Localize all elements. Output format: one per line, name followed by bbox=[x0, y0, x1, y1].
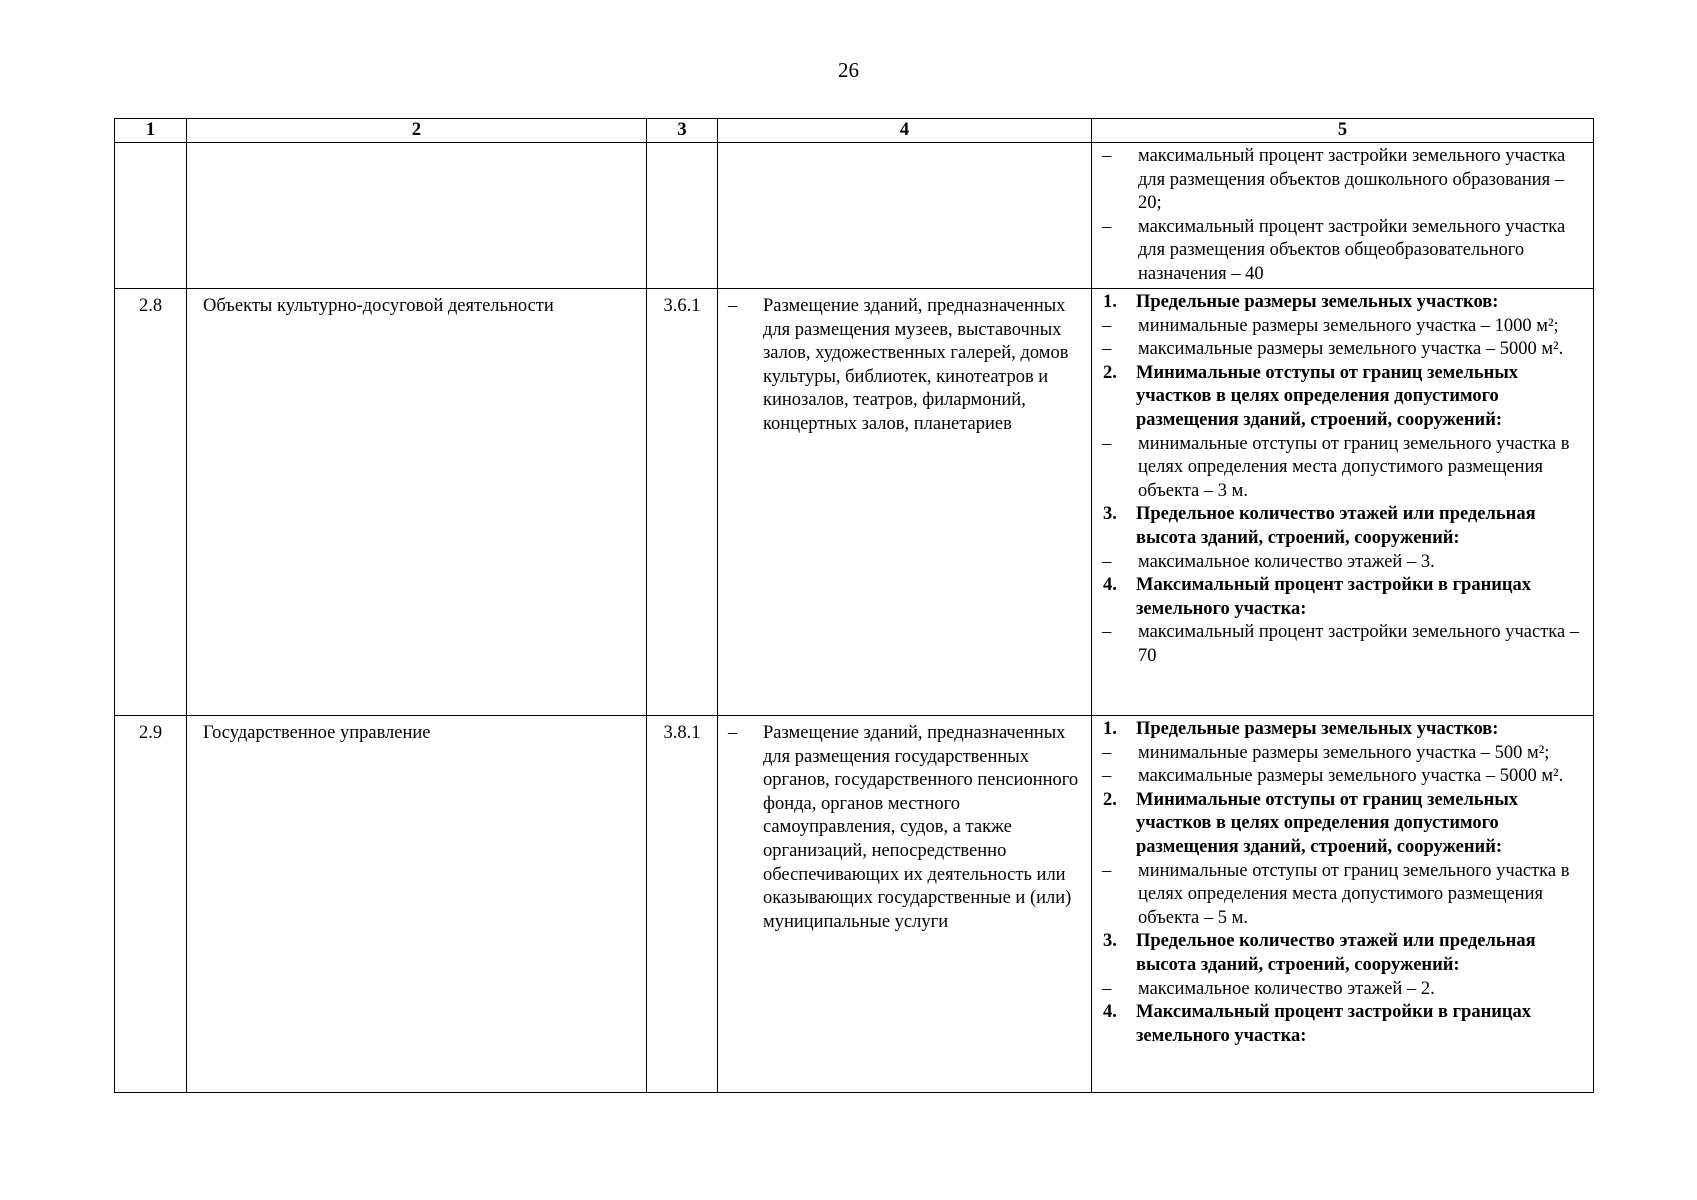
page-number: 26 bbox=[838, 58, 859, 82]
row-name: Государственное управление bbox=[187, 716, 647, 1093]
item-text: минимальные отступы от границ земельного участка в целях определения места допустимого размещения объекта – 5 м. bbox=[1138, 860, 1570, 928]
header-col-5: 5 bbox=[1092, 119, 1594, 143]
header-col-1: 1 bbox=[115, 119, 187, 143]
header-col-2: 2 bbox=[187, 119, 647, 143]
dash-item bbox=[1092, 978, 1585, 1002]
dash-marker: – bbox=[1102, 216, 1112, 237]
heading-text: Предельные размеры земельных участков: bbox=[1136, 292, 1499, 312]
dash-marker: – bbox=[728, 296, 738, 316]
dash-marker: – bbox=[1102, 315, 1112, 336]
dash-item bbox=[1092, 433, 1585, 504]
dash-item bbox=[1092, 145, 1585, 216]
description-item bbox=[718, 295, 1081, 437]
dash-marker: – bbox=[728, 723, 738, 743]
table-header-row bbox=[115, 119, 1594, 143]
numbered-heading bbox=[1092, 930, 1585, 977]
dash-item bbox=[1092, 742, 1585, 766]
heading-text: Максимальный процент застройки в границах земельного участка: bbox=[1136, 575, 1532, 619]
dash-marker: – bbox=[1102, 742, 1112, 763]
item-text: максимальный процент застройки земельного участка для размещения объектов дошкольного образования – 20; bbox=[1138, 146, 1566, 214]
heading-text: Максимальный процент застройки в границах земельного участка: bbox=[1136, 1002, 1532, 1046]
dash-item bbox=[1092, 621, 1585, 668]
dash-marker: – bbox=[1102, 339, 1112, 360]
dash-item bbox=[1092, 860, 1585, 931]
dash-marker: – bbox=[1102, 622, 1112, 643]
row-code: 3.6.1 bbox=[647, 289, 718, 716]
cell-empty bbox=[187, 143, 647, 289]
dash-item bbox=[1092, 216, 1585, 287]
header-col-3: 3 bbox=[647, 119, 718, 143]
heading-text: Предельное количество этажей или предельная высота зданий, строений, сооружений: bbox=[1136, 504, 1536, 548]
table-row bbox=[115, 716, 1594, 1093]
parameters-content bbox=[1092, 718, 1585, 1092]
dash-item bbox=[1092, 338, 1585, 362]
number-marker: 3. bbox=[1103, 931, 1117, 952]
dash-item bbox=[1092, 551, 1585, 575]
dash-marker: – bbox=[1102, 551, 1112, 572]
heading-text: Минимальные отступы от границ земельных участков в целях определения допустимого размещения зданий, строений, сооружений: bbox=[1136, 362, 1519, 430]
cell-parameters bbox=[1092, 716, 1594, 1093]
numbered-heading bbox=[1092, 789, 1585, 860]
dash-marker: – bbox=[1102, 860, 1112, 881]
cell-parameters bbox=[1092, 143, 1594, 289]
row-description bbox=[718, 716, 1092, 1093]
number-marker: 1. bbox=[1103, 719, 1117, 739]
cell-parameters bbox=[1092, 289, 1594, 716]
numbered-heading bbox=[1092, 362, 1585, 433]
description-text: Размещение зданий, предназначенных для размещения музеев, выставочных залов, художественных галерей, домов культуры, библиотек, кинотеатров и кинозалов, театров, филармоний, концертных залов, планетариев bbox=[763, 296, 1069, 434]
dash-marker: – bbox=[1102, 766, 1112, 787]
heading-text: Минимальные отступы от границ земельных участков в целях определения допустимого размещения зданий, строений, сооружений: bbox=[1136, 789, 1519, 857]
row-number: 2.8 bbox=[115, 289, 187, 716]
description-text: Размещение зданий, предназначенных для размещения государственных органов, государственного пенсионного фонда, органов местного самоуправления, судов, а также организаций, непосредственно обеспечивающих их деятельность или оказывающих государственные и (или) муниципальные услуги bbox=[763, 723, 1079, 932]
row-code: 3.8.1 bbox=[647, 716, 718, 1093]
cell-empty bbox=[115, 143, 187, 289]
row-description bbox=[718, 289, 1092, 716]
item-text: минимальные размеры земельного участка – 500 м²; bbox=[1138, 742, 1550, 763]
number-marker: 4. bbox=[1103, 1002, 1117, 1023]
dash-item bbox=[1092, 315, 1585, 339]
number-marker: 4. bbox=[1103, 575, 1117, 596]
row-number: 2.9 bbox=[115, 716, 187, 1093]
header-col-4: 4 bbox=[718, 119, 1092, 143]
cell-empty bbox=[718, 143, 1092, 289]
number-marker: 3. bbox=[1103, 504, 1117, 525]
numbered-heading bbox=[1092, 503, 1585, 550]
item-text: максимальное количество этажей – 2. bbox=[1138, 978, 1435, 999]
dash-marker: – bbox=[1102, 433, 1112, 454]
row-name: Объекты культурно-досуговой деятельности bbox=[187, 289, 647, 716]
item-text: максимальные размеры земельного участка – 5000 м². bbox=[1138, 766, 1564, 787]
item-text: максимальное количество этажей – 3. bbox=[1138, 551, 1435, 572]
cell-empty bbox=[647, 143, 718, 289]
item-text: максимальный процент застройки земельного участка – 70 bbox=[1138, 622, 1580, 666]
heading-text: Предельное количество этажей или предельная высота зданий, строений, сооружений: bbox=[1136, 931, 1536, 975]
table-row-continuation bbox=[115, 143, 1594, 289]
dash-marker: – bbox=[1102, 978, 1112, 999]
dash-item bbox=[1092, 765, 1585, 789]
table-row bbox=[115, 289, 1594, 716]
number-marker: 1. bbox=[1103, 292, 1117, 312]
item-text: максимальные размеры земельного участка – 5000 м². bbox=[1138, 339, 1564, 360]
regulations-table bbox=[114, 118, 1594, 1093]
description-item bbox=[718, 722, 1081, 934]
item-text: минимальные размеры земельного участка – 1000 м²; bbox=[1138, 315, 1559, 336]
numbered-heading bbox=[1092, 1001, 1585, 1048]
numbered-heading bbox=[1092, 718, 1585, 742]
heading-text: Предельные размеры земельных участков: bbox=[1136, 719, 1499, 739]
number-marker: 2. bbox=[1103, 362, 1117, 383]
item-text: максимальный процент застройки земельного участка для размещения объектов общеобразовательного назначения – 40 bbox=[1138, 216, 1566, 284]
numbered-heading bbox=[1092, 291, 1585, 315]
numbered-heading bbox=[1092, 574, 1585, 621]
dash-marker: – bbox=[1102, 146, 1112, 166]
item-text: минимальные отступы от границ земельного участка в целях определения места допустимого размещения объекта – 3 м. bbox=[1138, 433, 1570, 501]
number-marker: 2. bbox=[1103, 789, 1117, 810]
